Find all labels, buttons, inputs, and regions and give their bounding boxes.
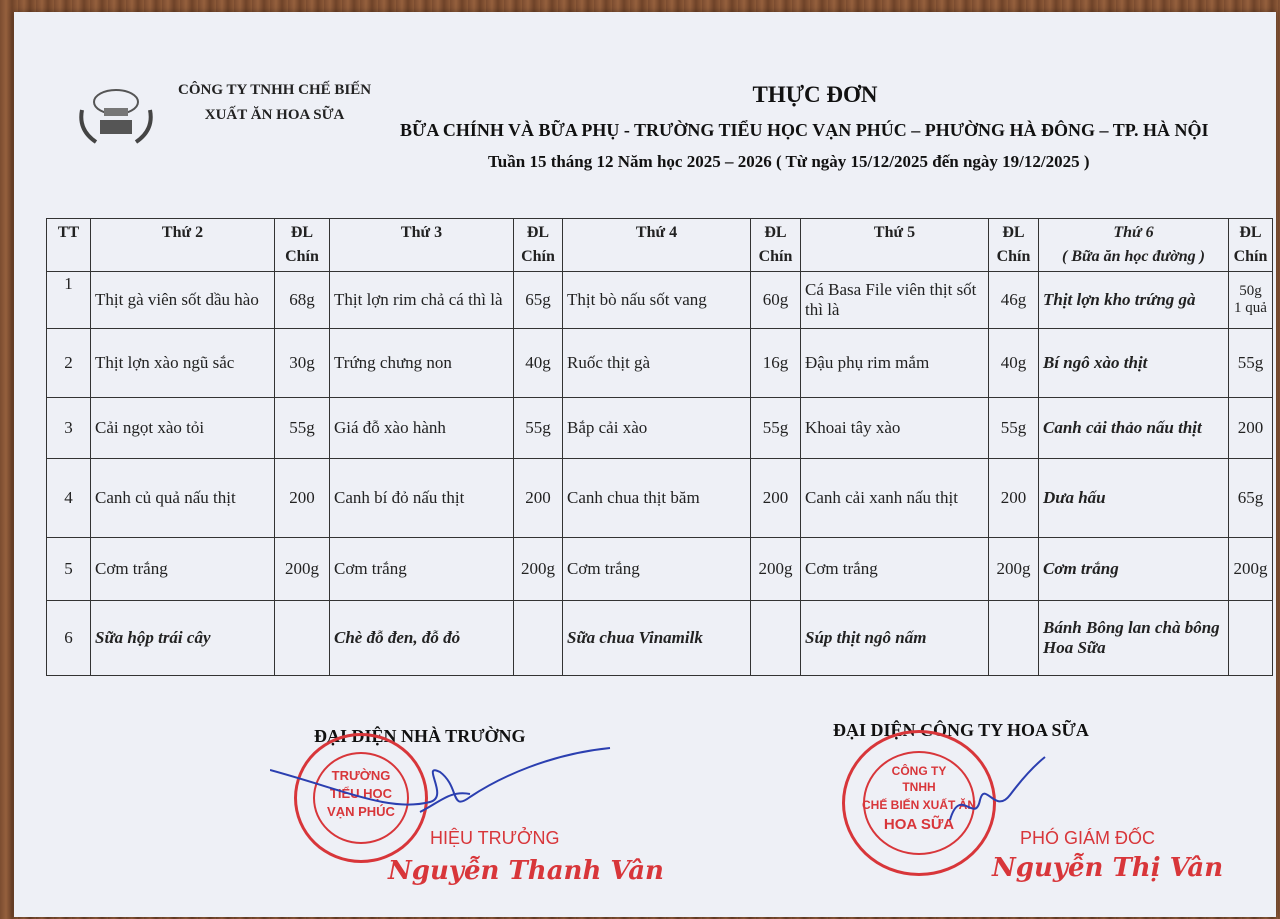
dish-thu5: Khoai tây xào [801,398,989,459]
row-number: 5 [47,538,91,601]
dish-thu3: Canh bí đỏ nấu thịt [330,459,514,538]
qty-thu3: 40g [514,329,563,398]
header-dl [1229,219,1273,272]
header-dl-line2: Chín [285,248,319,265]
row-number: 1 [47,272,91,329]
dish-thu5: Đậu phụ rim mắm [801,329,989,398]
qty-thu5 [989,601,1039,676]
qty-thu4: 16g [751,329,801,398]
qty-thu2: 200 [275,459,330,538]
qty-thu6-line1: 50g [1239,283,1262,299]
row-number: 3 [47,398,91,459]
table-row [47,272,1273,329]
header-tt: TT [47,219,91,272]
table-row [47,538,1273,601]
dish-thu5: Canh cải xanh nấu thịt [801,459,989,538]
company-stamp-line4: HOA SỮA [883,816,955,833]
dish-thu5: Cơm trắng [801,538,989,601]
header-thu3: Thứ 3 [330,219,514,272]
qty-thu3: 200g [514,538,563,601]
dish-thu3: Cơm trắng [330,538,514,601]
principal-signature [270,742,615,832]
qty-thu5: 40g [989,329,1039,398]
header-dl-line2: Chín [1233,248,1268,265]
qty-thu4: 200g [751,538,801,601]
qty-thu2 [275,601,330,676]
qty-thu2: 200g [275,538,330,601]
dish-thu4: Canh chua thịt băm [563,459,751,538]
dish-thu6: Bí ngô xào thịt [1039,329,1229,398]
qty-thu2: 30g [275,329,330,398]
header-dl-line1: ĐL [764,224,787,241]
dish-thu2: Canh củ quả nấu thịt [91,459,275,538]
dish-thu5: Súp thịt ngô nấm [801,601,989,676]
table-row [47,329,1273,398]
header-dl-line1: ĐL [526,224,550,241]
dish-thu3: Chè đỗ đen, đỗ đỏ [330,601,514,676]
company-rep-title: ĐẠI DIỆN CÔNG TY HOA SỮA [833,720,1089,740]
header-dl-line2: Chín [996,248,1031,265]
school-stamp-line3: VẠN PHÚC [327,804,395,819]
row-number: 4 [47,459,91,538]
qty-thu4 [751,601,801,676]
qty-thu5: 200 [989,459,1039,538]
table-row [47,398,1273,459]
dish-thu6: Canh cải thảo nấu thịt [1039,398,1229,459]
table-row [47,601,1273,676]
dish-thu3: Thịt lợn rim chả cá thì là [330,272,514,329]
qty-thu6: 200g [1229,538,1273,601]
dish-thu2: Cơm trắng [91,538,275,601]
qty-thu5: 46g [989,272,1039,329]
header-dl-line1: ĐL [1239,224,1262,241]
page-title: THỰC ĐƠN [752,82,878,107]
qty-thu3: 200 [514,459,563,538]
dish-thu4: Thịt bò nấu sốt vang [563,272,751,329]
school-rep-title: ĐẠI DIỆN NHÀ TRƯỜNG [314,726,526,746]
vice-director-signature [940,755,1050,835]
qty-thu6 [1229,272,1273,329]
dish-thu2: Thịt gà viên sốt dầu hào [91,272,275,329]
dish-thu3: Giá đỗ xào hành [330,398,514,459]
qty-thu6-line2: 1 quả [1234,300,1267,316]
header-thu6 [1039,219,1229,272]
dish-thu4: Cơm trắng [563,538,751,601]
dish-thu6: Bánh Bông lan chà bông Hoa Sữa [1039,601,1229,676]
header-dl [989,219,1039,272]
page-subtitle: BỮA CHÍNH VÀ BỮA PHỤ - TRƯỜNG TIỂU HỌC VẠN PHÚC – PHƯỜNG HÀ ĐÔNG – TP. HÀ NỘI [400,120,1209,140]
qty-thu3: 55g [514,398,563,459]
dish-thu2: Cải ngọt xào tỏi [91,398,275,459]
principal-role: HIỆU TRƯỞNG [430,828,560,848]
dish-thu4: Ruốc thịt gà [563,329,751,398]
menu-table [46,218,1273,676]
qty-thu3: 65g [514,272,563,329]
header-dl-line1: ĐL [1002,224,1025,241]
header-dl-line1: ĐL [290,224,314,241]
vice-director-role: PHÓ GIÁM ĐỐC [1020,828,1156,848]
school-stamp-line2: TIỂU HỌC [329,786,393,801]
qty-thu6: 65g [1229,459,1273,538]
qty-thu4: 200 [751,459,801,538]
dish-thu5: Cá Basa File viên thịt sốt thì là [801,272,989,329]
header-dl-line2: Chín [521,248,555,265]
dish-thu2: Sữa hộp trái cây [91,601,275,676]
header-thu2: Thứ 2 [91,219,275,272]
dish-thu3: Trứng chưng non [330,329,514,398]
qty-thu4: 60g [751,272,801,329]
vice-director-name: Nguyễn Thị Vân [992,853,1224,883]
company-line2: XUẤT ĂN HOA SỮA [204,107,345,123]
dish-thu2: Thịt lợn xào ngũ sắc [91,329,275,398]
table-header-row [47,219,1273,272]
dish-thu6: Thịt lợn kho trứng gà [1039,272,1229,329]
company-stamp-line3: CHẾ BIẾN XUẤT ĂN [861,798,976,812]
qty-thu5: 55g [989,398,1039,459]
header-dl-line2: Chín [758,248,793,265]
header-thu4: Thứ 4 [563,219,751,272]
qty-thu6: 55g [1229,329,1273,398]
principal-name: Nguyễn Thanh Vân [388,856,664,886]
header-thu5: Thứ 5 [801,219,989,272]
header-thu6-label: Thứ 6 [1113,224,1154,241]
company-line1: CÔNG TY TNHH CHẾ BIẾN [178,82,372,98]
dish-thu4: Sữa chua Vinamilk [563,601,751,676]
qty-thu2: 68g [275,272,330,329]
qty-thu6: 200 [1229,398,1273,459]
dish-thu6: Dưa hấu [1039,459,1229,538]
header-dl [275,219,330,272]
company-stamp-line1: CÔNG TY [891,764,947,778]
qty-thu6 [1229,601,1273,676]
header-thu6-note: ( Bữa ăn học đường ) [1062,248,1205,265]
qty-thu3 [514,601,563,676]
row-number: 6 [47,601,91,676]
company-stamp-line2: TNHH [902,780,936,794]
header-dl [514,219,563,272]
dish-thu4: Bắp cải xào [563,398,751,459]
row-number: 2 [47,329,91,398]
qty-thu5: 200g [989,538,1039,601]
qty-thu2: 55g [275,398,330,459]
dish-thu6: Cơm trắng [1039,538,1229,601]
week-range: Tuần 15 tháng 12 Năm học 2025 – 2026 ( Từ ngày 15/12/2025 đến ngày 19/12/2025 ) [488,152,1090,171]
header-dl [751,219,801,272]
table-row [47,459,1273,538]
school-stamp-line1: TRƯỜNG [331,768,391,783]
qty-thu4: 55g [751,398,801,459]
